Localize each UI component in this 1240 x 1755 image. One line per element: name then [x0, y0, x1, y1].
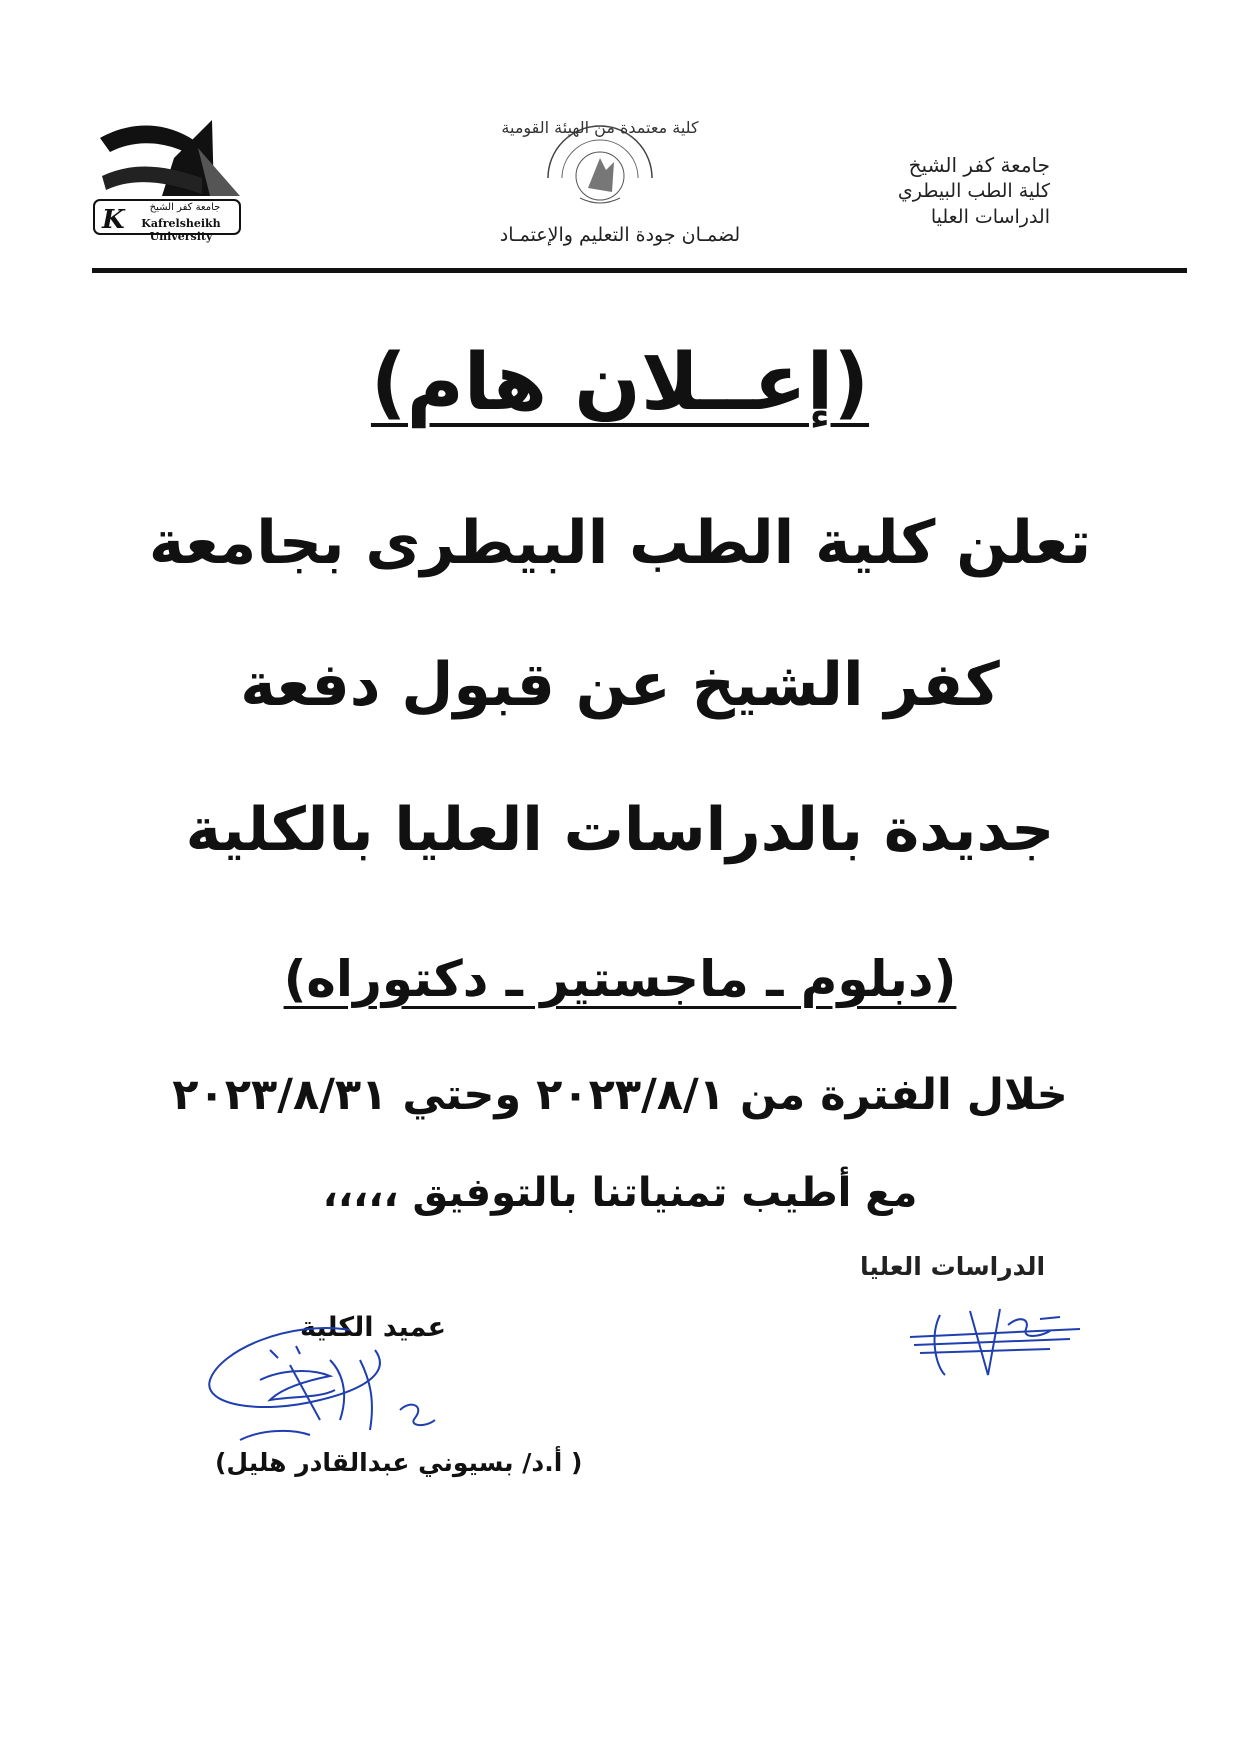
application-period: خلال الفترة من ٢٠٢٣/٨/١ وحتي ٢٠٢٣/٨/٣١ — [172, 1070, 1068, 1120]
closing-wishes: مع أطيب تمنياتنا بالتوفيق ،،،،، — [322, 1170, 918, 1216]
header-divider — [92, 268, 1187, 273]
department-name: الدراسات العليا — [930, 206, 1050, 228]
degree-types: (دبلوم ـ ماجستير ـ دكتوراه) — [283, 950, 957, 1008]
dean-name: ( أ.د/ بسيوني عبدالقادر هليل) — [215, 1448, 583, 1477]
postgrad-signature-title: الدراسات العليا — [860, 1252, 1046, 1281]
university-name: جامعة كفر الشيخ — [908, 153, 1050, 177]
announcement-line-1: تعلن كلية الطب البيطرى بجامعة — [148, 508, 1092, 578]
logo-text-english: Kafrelsheikh University — [141, 217, 221, 243]
svg-text:K: K — [102, 205, 125, 235]
accreditation-seal-text: كلية معتمدة من الهيئة القومية — [501, 118, 699, 137]
announcement-line-2: كفر الشيخ عن قبول دفعة — [240, 650, 1000, 720]
announcement-title: (إعــلان هام) — [370, 338, 870, 428]
dean-signature-icon — [200, 1310, 460, 1460]
accreditation-caption: لضمـان جودة التعليم والإعتمـاد — [499, 224, 741, 246]
logo-text-arabic: جامعة كفر الشيخ — [149, 202, 221, 213]
announcement-line-3: جديدة بالدراسات العليا بالكلية — [185, 795, 1055, 865]
faculty-name: كلية الطب البيطري — [897, 180, 1050, 202]
dean-signature-title: عميد الكلية — [300, 1312, 447, 1343]
postgrad-signature-icon — [900, 1295, 1100, 1385]
header-institution — [898, 152, 1050, 230]
